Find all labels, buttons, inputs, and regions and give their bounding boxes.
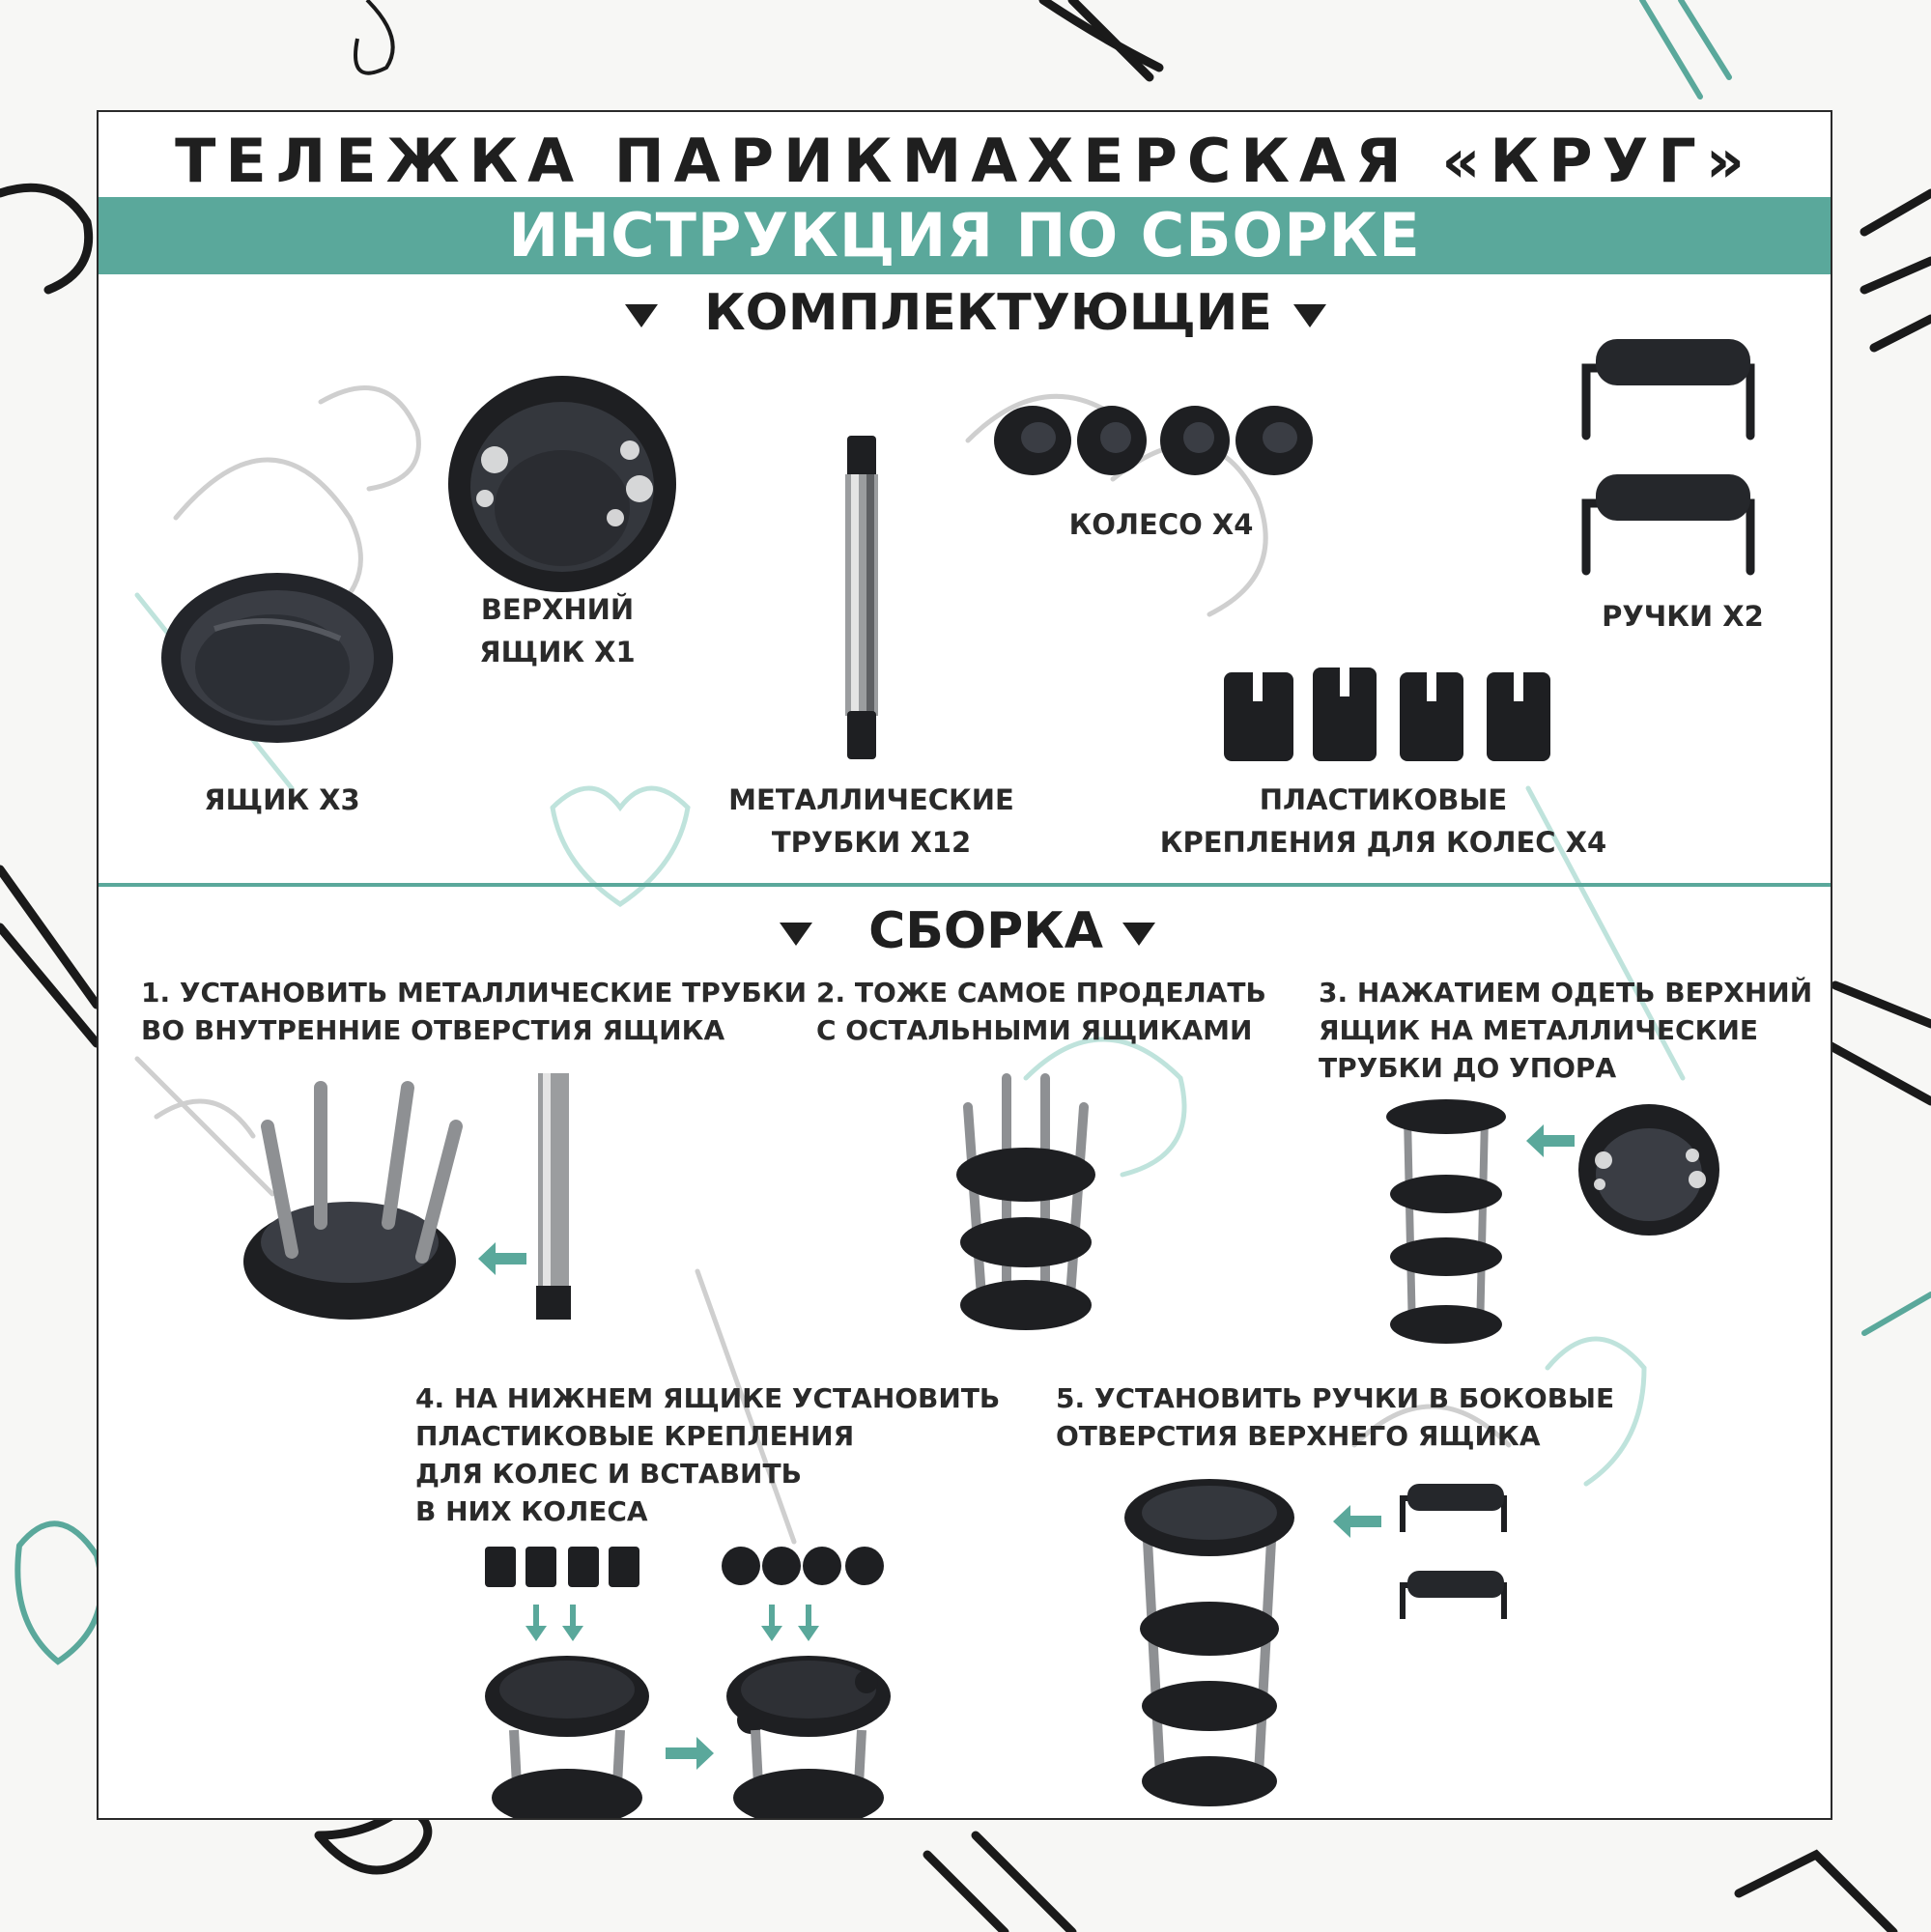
- step-4-line: ДЛЯ КОЛЕС И ВСТАВИТЬ: [415, 1458, 802, 1490]
- subtitle-banner: ИНСТРУКЦИЯ ПО СБОРКЕ: [99, 197, 1831, 274]
- tubes-label-line2: ТРУБКИ Х12: [771, 826, 972, 859]
- step-3-line: ТРУБКИ ДО УПОРА: [1319, 1052, 1617, 1084]
- wheel-mounts-label-line1: ПЛАСТИКОВЫЕ: [1259, 783, 1508, 816]
- step-3-top-tray-image: [1576, 1102, 1721, 1237]
- arrow-left-icon: [478, 1242, 526, 1275]
- arrow-right-icon: [666, 1737, 714, 1770]
- components-heading-text: КОМПЛЕКТУЮЩИЕ: [704, 284, 1272, 342]
- arrows-down-icon: [761, 1605, 819, 1643]
- step-4-line: 4. НА НИЖНЕМ ЯЩИКЕ УСТАНОВИТЬ: [415, 1382, 1001, 1414]
- section-divider: [99, 883, 1831, 887]
- tray-label: ЯЩИК Х3: [204, 783, 360, 816]
- step-5-line: ОТВЕРСТИЯ ВЕРХНЕГО ЯЩИКА: [1056, 1420, 1541, 1452]
- tubes-label-line1: МЕТАЛЛИЧЕСКИЕ: [728, 783, 1014, 816]
- step-5-cart-image: [1122, 1474, 1296, 1812]
- step-1-line: 1. УСТАНОВИТЬ МЕТАЛЛИЧЕСКИЕ ТРУБКИ: [141, 977, 808, 1009]
- step-4-line: В НИХ КОЛЕСА: [415, 1495, 648, 1527]
- top-tray-label-line1: ВЕРХНИЙ: [480, 593, 635, 626]
- wheels-label: КОЛЕСО Х4: [1068, 508, 1254, 541]
- step-3-line: ЯЩИК НА МЕТАЛЛИЧЕСКИЕ: [1319, 1014, 1759, 1046]
- triangle-down-icon: [625, 304, 658, 327]
- components-heading: [625, 284, 1326, 342]
- step-4-wheels-image: [722, 1542, 886, 1590]
- step-1-text: [141, 974, 807, 1049]
- step-4-text: [415, 1379, 1000, 1530]
- instruction-card: [97, 110, 1832, 1820]
- step-1-line: ВО ВНУТРЕННИЕ ОТВЕРСТИЯ ЯЩИКА: [141, 1014, 725, 1046]
- step-5-line: 5. УСТАНОВИТЬ РУЧКИ В БОКОВЫЕ: [1056, 1382, 1615, 1414]
- step-2-image: [949, 1068, 1103, 1339]
- wheels-image: [992, 397, 1320, 484]
- wheel-mounts-label: [1132, 779, 1634, 864]
- step-5-handles-image: [1393, 1479, 1519, 1629]
- assembly-heading-text: СБОРКА: [868, 902, 1103, 960]
- step-1-image: [214, 1068, 582, 1329]
- step-2-line: 2. ТОЖЕ САМОЕ ПРОДЕЛАТЬ: [816, 977, 1266, 1009]
- step-4-line: ПЛАСТИКОВЫЕ КРЕПЛЕНИЯ: [415, 1420, 855, 1452]
- triangle-down-icon: [1293, 304, 1326, 327]
- top-tray-label-line2: ЯЩИК Х1: [479, 636, 636, 668]
- page-title: ТЕЛЕЖКА ПАРИКМАХЕРСКАЯ «КРУГ»: [175, 126, 1754, 196]
- step-4-assembled-image: [722, 1643, 895, 1820]
- step-5-text: [1056, 1379, 1614, 1455]
- handles-image: [1567, 329, 1779, 590]
- wheel-mounts-image: [1224, 663, 1572, 764]
- tray-image: [156, 571, 398, 754]
- triangle-down-icon: [780, 923, 812, 946]
- wheel-mounts-label-line2: КРЕПЛЕНИЯ ДЛЯ КОЛЕС Х4: [1159, 826, 1607, 859]
- triangle-down-icon: [1122, 923, 1155, 946]
- top-tray-label: [446, 588, 668, 673]
- step-3-line: 3. НАЖАТИЕМ ОДЕТЬ ВЕРХНИЙ: [1319, 977, 1813, 1009]
- step-3-text: [1319, 974, 1812, 1087]
- arrows-down-icon: [525, 1605, 583, 1643]
- step-2-text: [816, 974, 1266, 1049]
- step-2-line: С ОСТАЛЬНЫМИ ЯЩИКАМИ: [816, 1014, 1253, 1046]
- handles-label: РУЧКИ Х2: [1602, 600, 1764, 633]
- step-3-image: [1383, 1097, 1509, 1349]
- top-tray-image: [446, 373, 678, 595]
- step-4-base-image: [480, 1643, 654, 1820]
- tubes-label: [678, 779, 1065, 864]
- arrow-left-icon: [1333, 1505, 1381, 1538]
- step-4-mounts-image: [485, 1542, 649, 1590]
- assembly-heading: [780, 902, 1155, 960]
- arrow-left-icon: [1526, 1124, 1575, 1157]
- metal-tube-image: [838, 436, 886, 759]
